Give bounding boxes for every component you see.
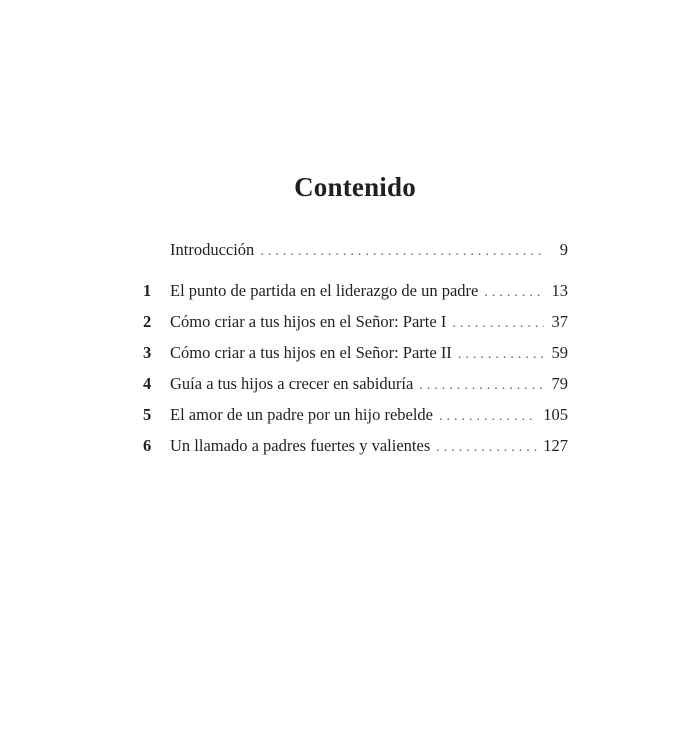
chapter-title: Cómo criar a tus hijos en el Señor: Parte I <box>170 312 447 331</box>
dot-leader <box>458 343 544 367</box>
chapter-title: El amor de un padre por un hijo rebelde <box>170 405 433 424</box>
chapter-title: Un llamado a padres fuertes y valientes <box>170 436 431 455</box>
toc-entry-chapter <box>140 341 568 365</box>
toc-page-number: 79 <box>551 374 568 393</box>
toc-entry-chapter <box>140 434 568 458</box>
toc-entry-chapter <box>140 279 568 303</box>
dot-leader <box>484 281 544 305</box>
toc-label: Introducción <box>170 240 255 259</box>
page-title: Contenido <box>294 172 416 202</box>
toc-page-number: 37 <box>551 312 568 331</box>
dot-leader <box>436 436 537 460</box>
toc-entry-introduction <box>140 238 568 262</box>
chapter-number: 3 <box>143 343 152 362</box>
chapter-number: 2 <box>143 312 152 331</box>
chapter-number: 5 <box>143 405 152 424</box>
dot-leader <box>452 312 544 336</box>
dot-leader <box>419 374 544 398</box>
dot-leader <box>439 405 537 429</box>
toc-page-number: 59 <box>551 343 568 362</box>
toc-entry-chapter <box>140 403 568 427</box>
toc-page-number: 9 <box>559 240 568 259</box>
chapter-number: 6 <box>143 436 152 455</box>
toc-page-number: 127 <box>543 436 568 455</box>
toc-entry-chapter <box>140 372 568 396</box>
toc-page-number: 13 <box>551 281 568 300</box>
chapter-number: 4 <box>143 374 152 393</box>
chapter-title: El punto de partida en el liderazgo de un padre <box>170 281 479 300</box>
chapter-number: 1 <box>143 281 152 300</box>
dot-leader <box>260 240 544 264</box>
chapter-title: Guía a tus hijos a crecer en sabiduría <box>170 374 414 393</box>
chapter-title: Cómo criar a tus hijos en el Señor: Parte II <box>170 343 452 362</box>
toc-entry-chapter <box>140 310 568 334</box>
toc-page-number: 105 <box>543 405 568 424</box>
